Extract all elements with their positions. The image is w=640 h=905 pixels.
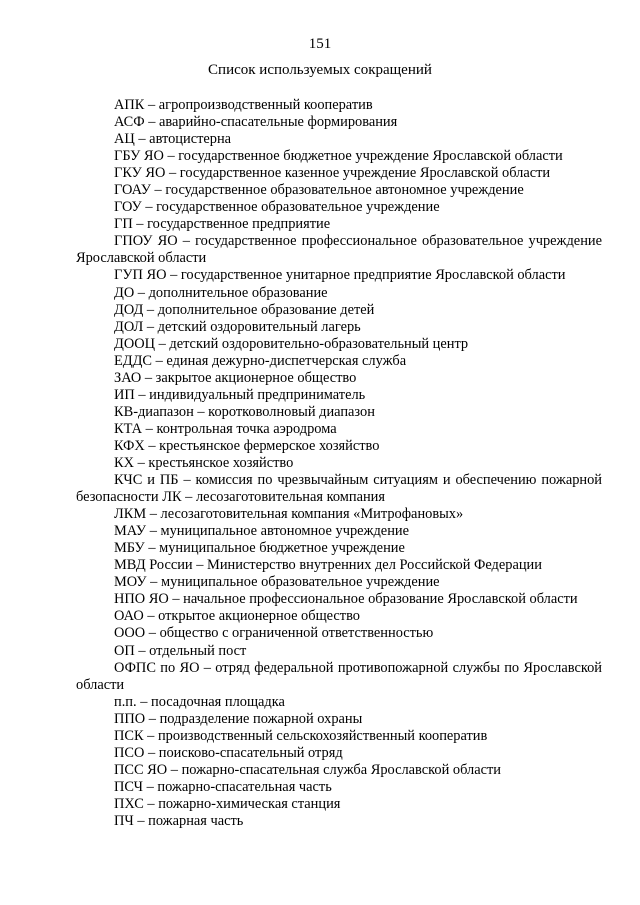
abbreviation-entry: КХ – крестьянское хозяйство xyxy=(114,454,294,471)
abbreviation-entry: ДО – дополнительное образование xyxy=(114,284,328,301)
abbreviation-entry: ИП – индивидуальный предприниматель xyxy=(114,386,366,403)
abbreviation-entry: ОАО – открытое акционерное общество xyxy=(114,608,360,625)
abbreviation-entry: ППО – подразделение пожарной охраны xyxy=(114,710,363,727)
abbreviation-entry: МОУ – муниципальное образовательное учреждение xyxy=(114,574,440,591)
abbreviation-entry: ГОУ – государственное образовательное учреждение xyxy=(114,199,440,216)
abbreviation-entry: ПСС ЯО – пожарно-спасательная служба Ярославской области xyxy=(114,761,501,778)
abbreviation-entry: АЦ – автоцистерна xyxy=(114,131,232,148)
page-number: 151 xyxy=(308,36,332,52)
abbreviation-entry: ЗАО – закрытое акционерное общество xyxy=(114,369,357,386)
abbreviation-entry: ГОАУ – государственное образовательное автономное учреждение xyxy=(114,182,524,199)
abbreviation-entry: ПЧ – пожарная часть xyxy=(114,812,244,829)
abbreviation-entry: ГПОУ ЯО – государственное профессиональное образовательное учреждение Ярославской области xyxy=(76,233,602,267)
abbreviation-entry: ЕДДС – единая дежурно-диспетчерская служба xyxy=(114,352,407,369)
page-title: Список используемых сокращений xyxy=(208,62,432,78)
abbreviation-entry: ДООЦ – детский оздоровительно-образовательный центр xyxy=(114,335,469,352)
abbreviation-entry: ДОЛ – детский оздоровительный лагерь xyxy=(114,318,361,335)
abbreviation-entry: ДОД – дополнительное образование детей xyxy=(114,301,375,318)
abbreviation-entry: ПСЧ – пожарно-спасательная часть xyxy=(114,778,332,795)
abbreviation-entry: п.п. – посадочная площадка xyxy=(114,693,285,710)
abbreviation-entry: КЧС и ПБ – комиссия по чрезвычайным ситуациям и обеспечению пожарной безопасности ЛК – лесозаготовительная компания xyxy=(76,472,602,506)
abbreviation-entry: МАУ – муниципальное автономное учреждение xyxy=(114,523,409,540)
abbreviation-list xyxy=(76,97,602,830)
abbreviation-entry: ПХС – пожарно-химическая станция xyxy=(114,795,341,812)
abbreviation-entry: ЛКМ – лесозаготовительная компания «Митрофановых» xyxy=(114,506,464,523)
abbreviation-entry: ОФПС по ЯО – отряд федеральной противопожарной службы по Ярославской области xyxy=(76,659,602,693)
abbreviation-entry: МБУ – муниципальное бюджетное учреждение xyxy=(114,540,405,557)
abbreviation-entry: ПСО – поисково-спасательный отряд xyxy=(114,744,343,761)
abbreviation-entry: КФХ – крестьянское фермерское хозяйство xyxy=(114,437,380,454)
abbreviation-entry: ООО – общество с ограниченной ответственностью xyxy=(114,625,434,642)
abbreviation-entry: ГБУ ЯО – государственное бюджетное учреждение Ярославской области xyxy=(114,148,563,165)
abbreviation-entry: АПК – агропроизводственный кооператив xyxy=(114,97,373,113)
abbreviation-entry: АСФ – аварийно-спасательные формирования xyxy=(114,114,398,131)
abbreviation-entry: ПСК – производственный сельскохозяйственный кооператив xyxy=(114,727,488,744)
abbreviation-entry: КВ-диапазон – коротковолновый диапазон xyxy=(114,403,375,420)
abbreviation-entry: ГУП ЯО – государственное унитарное предприятие Ярославской области xyxy=(114,267,566,284)
abbreviation-entry: КТА – контрольная точка аэродрома xyxy=(114,420,337,437)
abbreviation-entry: ГКУ ЯО – государственное казенное учреждение Ярославской области xyxy=(114,165,551,182)
abbreviation-entry: ГП – государственное предприятие xyxy=(114,216,331,233)
abbreviation-entry: МВД России – Министерство внутренних дел Российской Федерации xyxy=(114,557,542,574)
abbreviation-entry: НПО ЯО – начальное профессиональное образование Ярославской области xyxy=(114,591,578,608)
abbreviation-entry: ОП – отдельный пост xyxy=(114,642,247,659)
